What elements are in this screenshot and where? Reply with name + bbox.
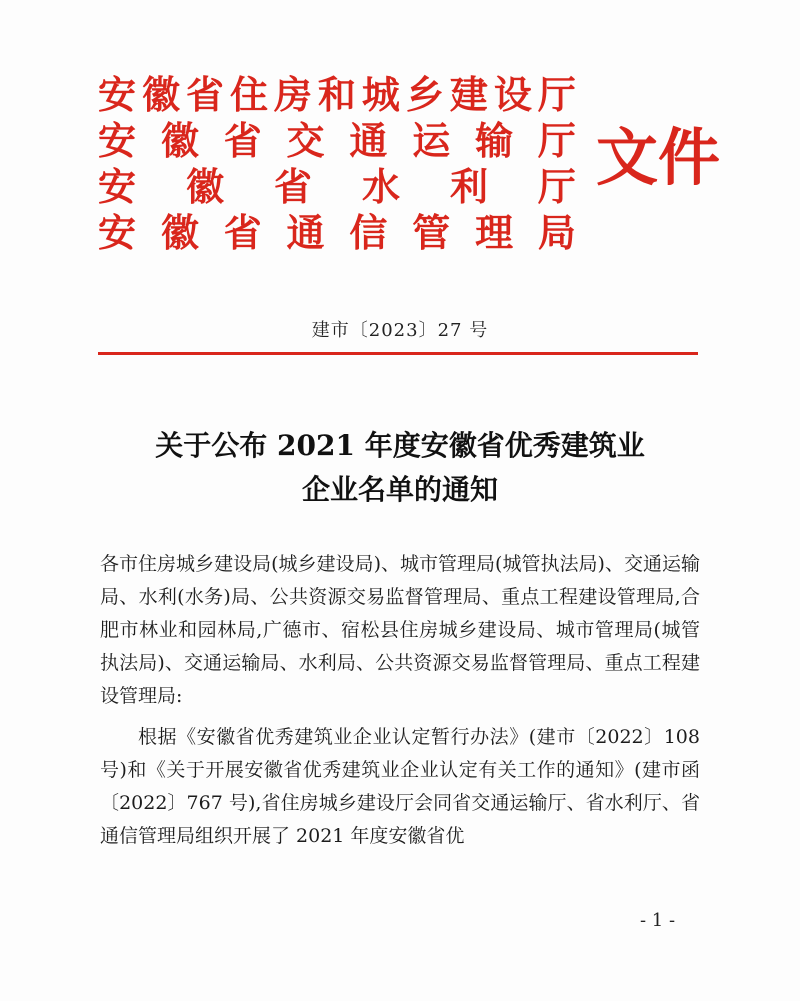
issuer-line: 安 徽 省 交 通 运 输 厅 <box>98 119 576 163</box>
page-number: - 1 - <box>640 910 676 931</box>
document-word: 文件 <box>596 121 721 194</box>
title-line-2: 企业名单的通知 <box>301 473 498 506</box>
issuing-authorities <box>98 72 576 256</box>
issuer-line: 安 徽 省 水 利 厅 <box>98 165 576 209</box>
document-body <box>100 548 700 853</box>
recipients-paragraph: 各市住房城乡建设局(城乡建设局)、城市管理局(城管执法局)、交通运输局、水利(水务)局、公共资源交易监督管理局、重点工程建设管理局,合肥市林业和园林局,广德市、宿松县住房城乡建设局、城市管理局(城管执法局)、交通运输局、水利局、公共资源交易监督管理局、重点工程建设管理局: <box>100 553 700 707</box>
issuer-line: 安 徽 省 通 信 管 理 局 <box>98 211 576 255</box>
red-divider-line <box>98 352 698 355</box>
document-header <box>98 72 721 272</box>
title-line-1: 关于公布 2021 年度安徽省优秀建筑业 <box>155 429 645 462</box>
issuer-line: 安 徽 省 住 房 和 城 乡 建 设 厅 <box>98 73 576 117</box>
document-title <box>0 424 800 512</box>
document-number: 建市〔2023〕27 号 <box>311 320 489 341</box>
body-paragraph: 根据《安徽省优秀建筑业企业认定暂行办法》(建市〔2022〕108 号)和《关于开展安徽省优秀建筑业企业认定有关工作的通知》(建市函〔2022〕767 号),省住房城乡建设厅会同省交通运输厅、省水利厅、省通信管理局组织开展了 2021 年度安徽省优 <box>100 726 700 847</box>
